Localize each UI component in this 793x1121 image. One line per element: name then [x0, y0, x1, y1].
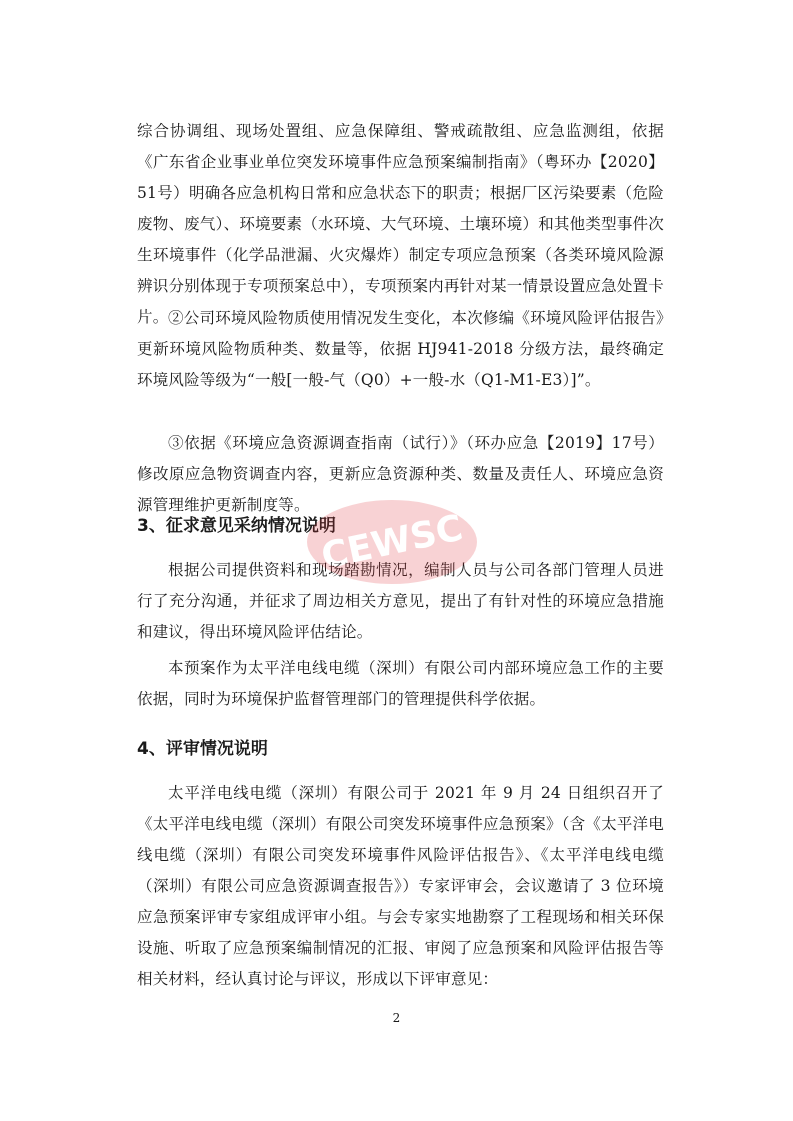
paragraph-review-meeting: 太平洋电线电缆（深圳）有限公司于 2021 年 9 月 24 日组织召开了《太平洋电线电缆（深圳）有限公司突发环境事件应急预案》（含《太平洋电线电缆（深圳）有限公司突发环境事件风险评估报告》、《太平洋电线电缆（深圳）有限公司应急资源调查报告》）专家评审会，会议邀请了 3 位环境应急预案评审专家组成评审小组。与会专家实地勘察了工程现场和相关环保设施、听取了应急预案编制情况的汇报、审阅了应急预案和风险评估报告等相关材料，经认真讨论与评议，形成以下评审意见：: [137, 784, 664, 988]
paragraph-emergency-organization: 综合协调组、现场处置组、应急保障组、警戒疏散组、应急监测组，依据《广东省企业事业单位突发环境事件应急预案编制指南》（粤环办【2020】51号）明确各应急机构日常和应急状态下的职责；根据厂区污染要素（危险废物、废气）、环境要素（水环境、大气环境、土壤环境）和其他类型事件次生环境事件（化学品泄漏、火灾爆炸）制定专项应急预案（各类环境风险源辨识分别体现于专项预案总中），专项预案内再针对某一情景设置应急处置卡片。: [137, 122, 664, 326]
section-heading-3: 3、征求意见采纳情况说明: [137, 516, 336, 536]
paragraph-plan-basis: 本预案作为太平洋电线电缆（深圳）有限公司内部环境应急工作的主要依据，同时为环境保护监督管理部门的管理提供科学依据。: [137, 659, 664, 708]
paragraph-consultation: 根据公司提供资料和现场踏勘情况，编制人员与公司各部门管理人员进行了充分沟通，并征求了周边相关方意见，提出了有针对性的环境应急措施和建议，得出环境风险评估结论。: [137, 561, 664, 641]
section-heading-4: 4、评审情况说明: [137, 739, 268, 759]
watermark-text: CEWSC: [317, 507, 467, 578]
paragraph-risk-substances: ②公司环境风险物质使用情况发生变化，本次修编《环境风险评估报告》更新环境风险物质种类、数量等，依据 HJ941-2018 分级方法，最终确定环境风险等级为“一般[一般-气（Q0）+一般-水（Q1-M1-E3）]”。: [137, 309, 664, 389]
paragraph-resource-survey: ③依据《环境应急资源调查指南（试行）》（环办应急【2019】17号）修改原应急物资调查内容，更新应急资源种类、数量及责任人、环境应急资源管理维护更新制度等。: [137, 434, 664, 514]
page-number: 2: [392, 1011, 401, 1025]
